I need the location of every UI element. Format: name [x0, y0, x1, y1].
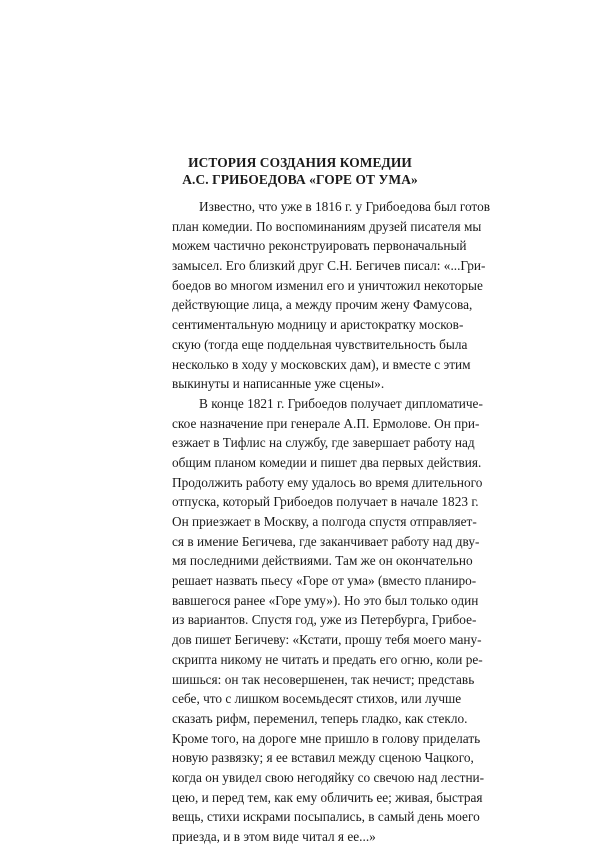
text-line: сентиментальную модницу и аристократку москов-: [172, 317, 464, 333]
text-line: сказать рифм, переменил, теперь гладко, как стекло.: [172, 710, 468, 726]
text-line: себе, что с лишком восемьдесят стихов, или лучше: [172, 691, 462, 707]
text-line: мя последними действиями. Там же он окончательно: [172, 553, 473, 569]
text-line: когда он увидел свою негодяйку со свечою над лестни-: [172, 769, 485, 785]
text-line: скую (тогда еще поддельная чувствительность была: [172, 336, 468, 352]
text-line: выкинуты и написанные уже сцены».: [172, 376, 385, 392]
text-line: план комедии. По воспоминаниям друзей писателя мы: [172, 218, 482, 234]
text-line: скрипта никому не читать и предать его огню, коли ре-: [172, 651, 483, 667]
text-line: дов пишет Бегичеву: «Кстати, прошу тебя моего ману-: [172, 632, 482, 648]
text-line: боедов во многом изменил его и уничтожил некоторые: [172, 277, 483, 293]
text-line: ское назначение при генерале А.П. Ермолове. Он при-: [172, 415, 480, 431]
text-line: Он приезжает в Москву, а полгода спустя отправляет-: [172, 514, 477, 529]
text-line: шишься: он так несовершенен, так нечист; представь: [172, 671, 475, 687]
text-line: цею, и перед тем, как ему обличить ее; живая, быстрая: [172, 789, 483, 805]
text-line: Продолжить работу ему удалось во время длительного: [172, 474, 483, 490]
text-line: Кроме того, на дороге мне пришло в голову приделать: [172, 730, 481, 746]
text-line: вещь, стихи искрами посыпались, в самый день моего: [172, 809, 480, 825]
text-line: несколько в ходу у московских дам), и вместе с этим: [172, 356, 471, 372]
text-line: вавшегося ранее «Горе уму»). Но это был только один: [172, 592, 479, 608]
text-line: ся в имение Бегичева, где заканчивает работу над дву-: [172, 533, 480, 549]
text-line: решает назвать пьесу «Горе от ума» (вместо планиро-: [172, 573, 477, 589]
body-text: [172, 197, 490, 847]
text-line: действующие лица, а между прочим жену Фамусова,: [172, 297, 473, 313]
text-line: отпуска, который Грибоедов получает в начале 1823 г.: [172, 494, 479, 510]
text-line: можем частично реконструировать первоначальный: [172, 238, 467, 254]
text-line: езжает в Тифлис на службу, где завершает работу над: [172, 435, 475, 451]
text-line: В конце 1821 г. Грибоедов получает дипломатиче-: [199, 395, 483, 411]
text-line: из вариантов. Спустя год, уже из Петербурга, Грибое-: [172, 612, 477, 628]
text-line: новую развязку; я ее вставил между сценою Чацкого,: [172, 750, 474, 766]
heading-line-2: А.С. ГРИБОЕДОВА «ГОРЕ ОТ УМА»: [182, 172, 418, 187]
chapter-heading: [150, 154, 450, 188]
text-line: общим планом комедии и пишет два первых действия.: [172, 454, 482, 470]
text-line: приезда, и в этом виде читал я ее...»: [172, 829, 376, 844]
text-line: Известно, что уже в 1816 г. у Грибоедова был готов: [199, 199, 490, 214]
text-line: замысел. Его близкий друг С.Н. Бегичев писал: «...Гри-: [172, 258, 486, 274]
heading-line-1: ИСТОРИЯ СОЗДАНИЯ КОМЕДИИ: [188, 155, 412, 170]
